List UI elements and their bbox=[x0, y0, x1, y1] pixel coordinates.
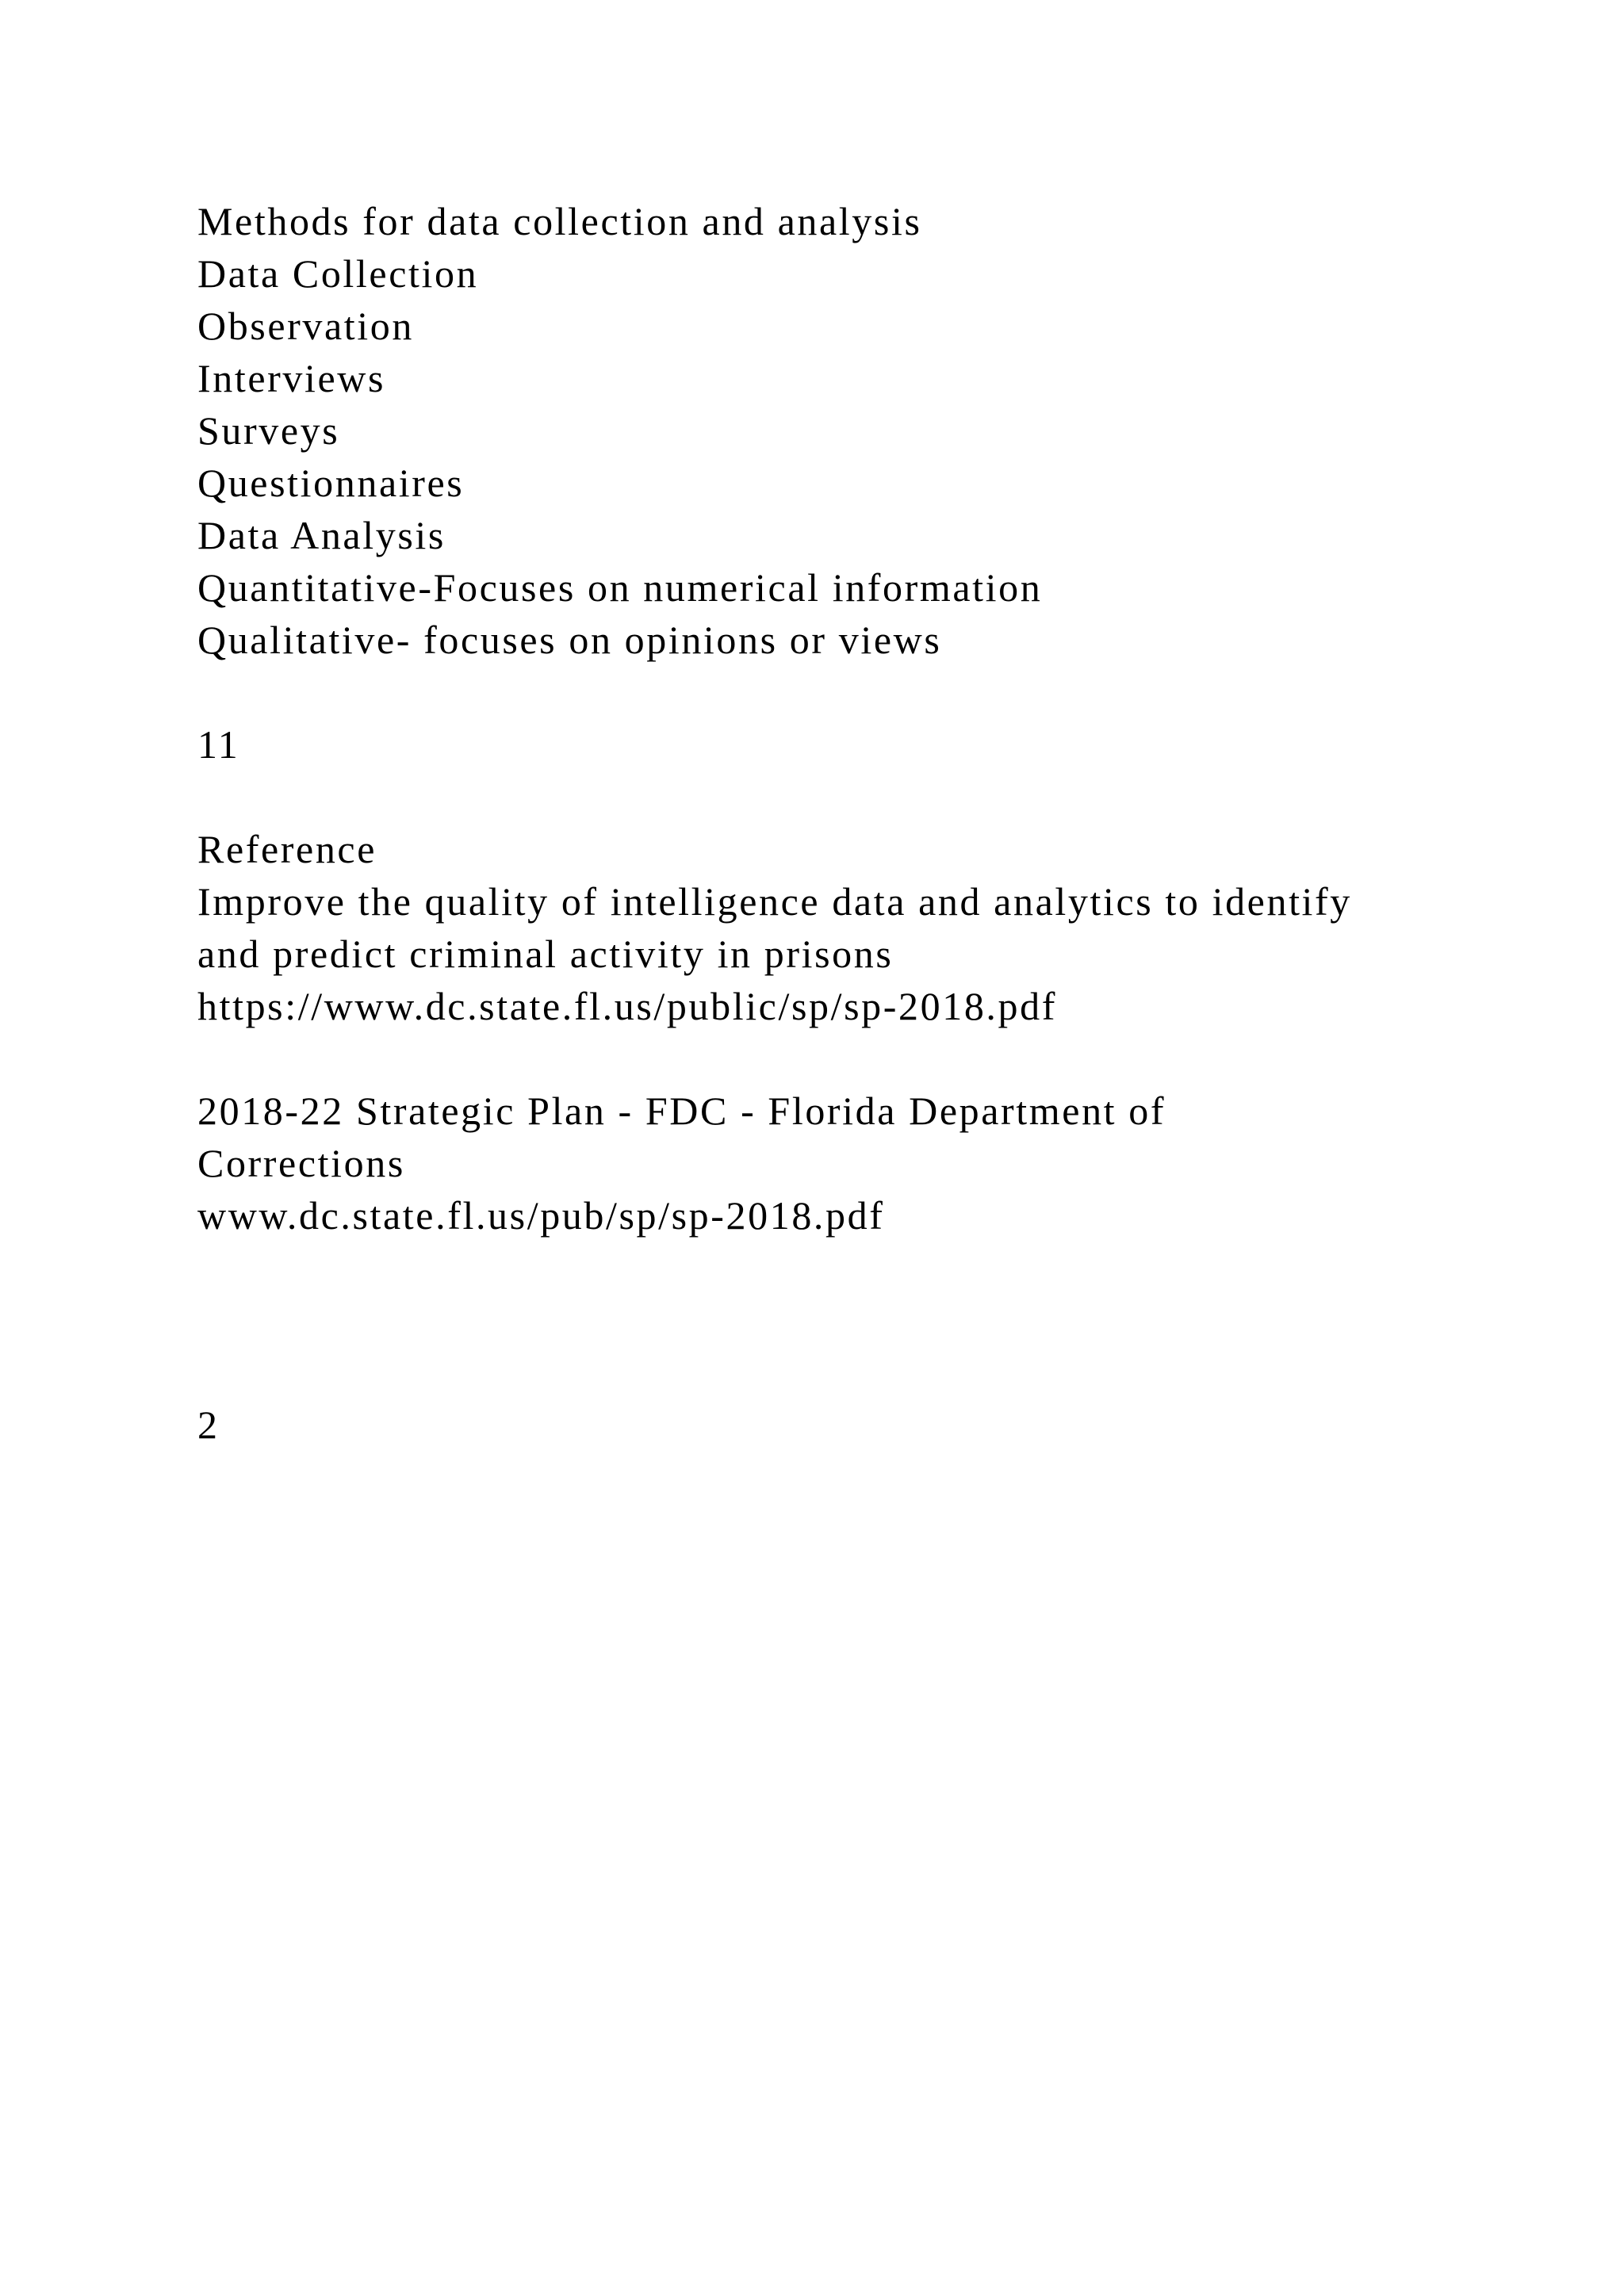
data-analysis-item-quantitative: Quantitative-Focuses on numerical information bbox=[197, 565, 1043, 610]
blank-line bbox=[197, 666, 1506, 718]
blank-line bbox=[197, 1294, 1506, 1346]
blank-line bbox=[197, 1346, 1506, 1399]
data-collection-item-surveys: Surveys bbox=[197, 408, 340, 453]
methods-heading: Methods for data collection and analysis bbox=[197, 199, 922, 243]
data-analysis-heading: Data Analysis bbox=[197, 513, 446, 557]
reference-citation-line-1: Improve the quality of intelligence data and analytics to identify bbox=[197, 879, 1352, 924]
strategic-plan-title-line-1: 2018-22 Strategic Plan - FDC - Florida Department of bbox=[197, 1089, 1166, 1133]
data-analysis-item-qualitative: Qualitative- focuses on opinions or views bbox=[197, 618, 942, 662]
page-number: 2 bbox=[197, 1402, 220, 1447]
reference-heading: Reference bbox=[197, 827, 377, 871]
document-body bbox=[197, 195, 1506, 1451]
reference-citation-url: https://www.dc.state.fl.us/public/sp/sp-2018.pdf bbox=[197, 984, 1057, 1028]
data-collection-heading: Data Collection bbox=[197, 251, 479, 296]
strategic-plan-url: www.dc.state.fl.us/pub/sp/sp-2018.pdf bbox=[197, 1193, 885, 1238]
reference-citation-line-2: and predict criminal activity in prisons bbox=[197, 932, 894, 976]
blank-line bbox=[197, 1032, 1506, 1085]
data-collection-item-interviews: Interviews bbox=[197, 356, 386, 400]
data-collection-item-questionnaires: Questionnaires bbox=[197, 461, 465, 505]
strategic-plan-title-line-2: Corrections bbox=[197, 1141, 405, 1185]
slide-number: 11 bbox=[197, 722, 240, 767]
blank-line bbox=[197, 771, 1506, 823]
data-collection-item-observation: Observation bbox=[197, 304, 414, 348]
blank-line bbox=[197, 1242, 1506, 1294]
